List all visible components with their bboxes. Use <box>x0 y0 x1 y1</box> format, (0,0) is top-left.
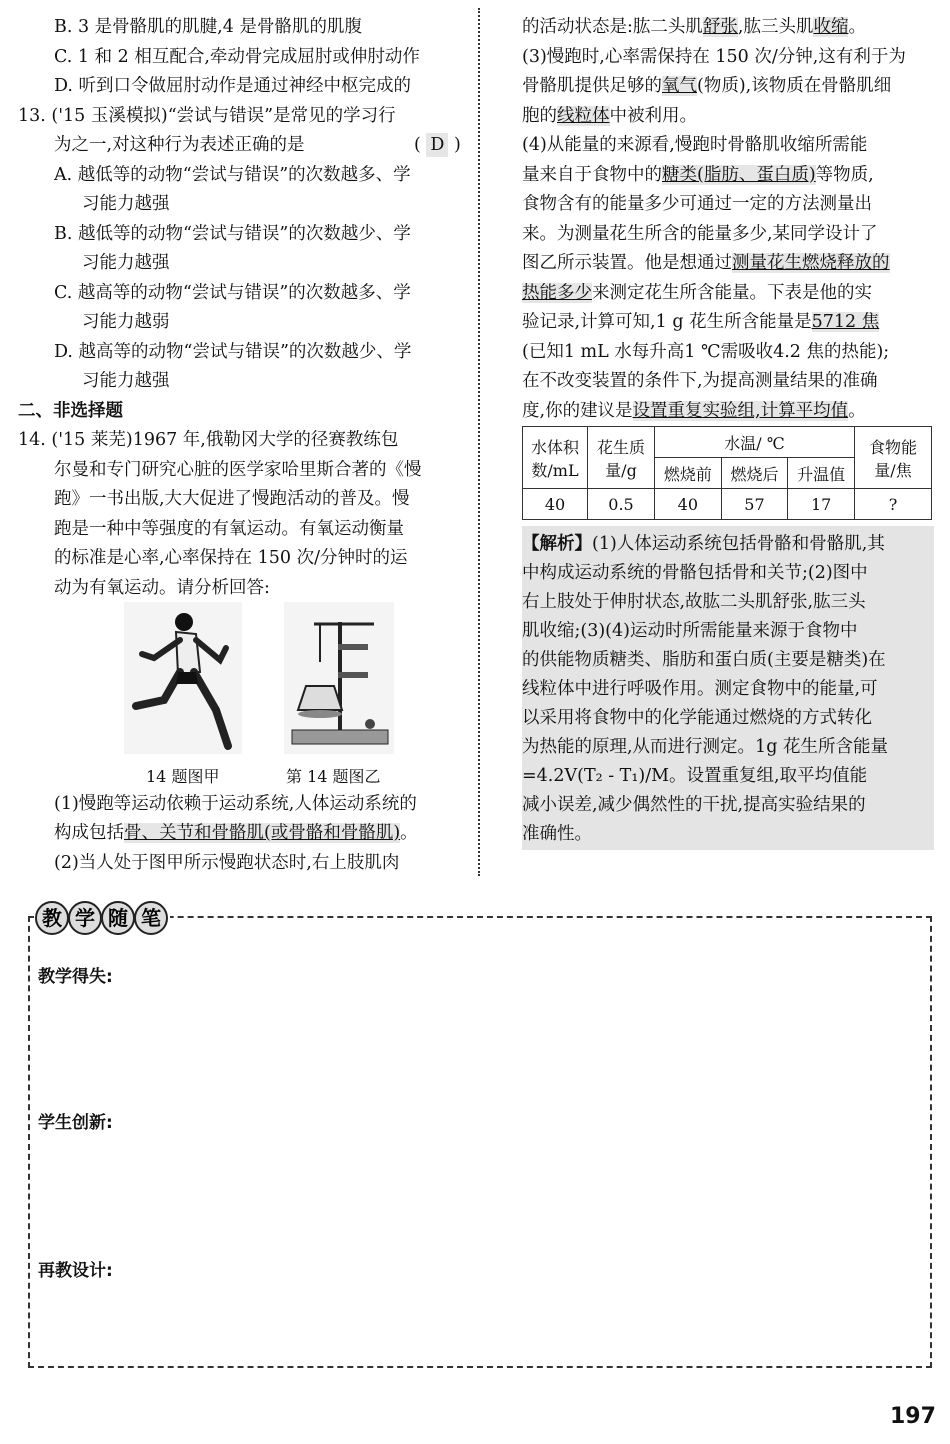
q14-stem-line4: 跑是一种中等强度的有氧运动。有氧运动衡量 <box>54 519 404 539</box>
runner-figure <box>124 602 242 754</box>
q14-stem-line3: 跑》一书出版,大大促进了慢跑活动的普及。慢 <box>54 489 410 509</box>
title-char-2: 学 <box>75 906 95 930</box>
analysis-line3: 右上肢处于伸肘状态,故肱二头肌舒张,肱三头 <box>522 592 866 612</box>
note-label-redesign: 再教设计: <box>38 1261 113 1281</box>
oxygen-answer: 氧气 <box>662 76 697 96</box>
q13-answer: D <box>426 133 448 157</box>
q12-option-d: D. 听到口令做屈肘动作是通过神经中枢完成的 <box>54 76 412 96</box>
analysis-label: 【解析】 <box>522 534 592 554</box>
q13-stem-line1: 13. ('15 玉溪模拟)“尝试与错误”是常见的学习行 <box>18 106 396 126</box>
teaching-notes-box <box>28 916 932 1368</box>
section-heading: 二、非选择题 <box>18 401 123 421</box>
analysis-line4: 肌收缩;(3)(4)运动时所需能量来源于食物中 <box>522 621 858 641</box>
analysis-line9: =4.2V(T₂ - T₁)/M。设置重复组,取平均值能 <box>522 766 868 786</box>
mitochondria-answer: 线粒体 <box>557 106 610 126</box>
header-after-burn: 燃烧后 <box>721 458 788 489</box>
q13-option-c-line2: 习能力越弱 <box>82 312 170 332</box>
q12-option-c: C. 1 和 2 相互配合,牵动骨完成屈肘或伸肘动作 <box>54 47 420 67</box>
analysis-box <box>522 526 934 850</box>
header-before-burn: 燃烧前 <box>655 458 722 489</box>
experiment-table <box>522 426 932 520</box>
header-temp-rise: 升温值 <box>788 458 855 489</box>
q14-part4-line8: (已知1 mL 水每升高1 ℃需吸收4.2 焦的热能); <box>522 342 890 362</box>
method-answer-a: 测量花生燃烧释放的 <box>732 253 890 273</box>
q14-part4-line5: 图乙所示装置。他是想通过测量花生燃烧释放的 <box>522 253 890 273</box>
q14-part4-line2: 量来自于食物中的糖类(脂肪、蛋白质)等物质, <box>522 165 874 185</box>
q14-part4-line6: 热能多少来测定花生所含能量。下表是他的实 <box>522 283 872 303</box>
title-char-1: 教 <box>42 906 62 930</box>
teaching-notes-title <box>34 898 170 938</box>
q14-part4-line3: 食物含有的能量多少可通过一定的方法测量出 <box>522 194 872 214</box>
analysis-line10: 减小误差,减少偶然性的干扰,提高实验结果的 <box>522 795 866 815</box>
q13-option-b-line1: B. 越低等的动物“尝试与错误”的次数越少、学 <box>54 224 411 244</box>
header-food-energy: 食物能 量/焦 <box>855 427 932 489</box>
suggestion-answer: 设置重复实验组,计算平均值 <box>632 401 849 421</box>
energy-answer: 5712 焦 <box>811 312 880 332</box>
q14-stem-line5: 的标准是心率,心率保持在 150 次/分钟时的运 <box>54 548 408 568</box>
q13-option-b-line2: 习能力越强 <box>82 253 170 273</box>
q12-option-b: B. 3 是骨骼肌的肌腱,4 是骨骼肌的肌腹 <box>54 17 362 37</box>
header-peanut-mass: 花生质 量/g <box>588 427 655 489</box>
table-cell: 40 <box>523 489 588 520</box>
q14-stem-line2: 尔曼和专门研究心脏的医学家哈里斯合著的《慢 <box>54 460 422 480</box>
q14-part3-line3: 胞的线粒体中被利用。 <box>522 106 697 126</box>
q14-stem-line6: 动为有氧运动。请分析回答: <box>54 578 270 598</box>
apparatus-figure <box>284 602 394 754</box>
figure-b-caption: 第 14 题图乙 <box>286 767 381 786</box>
analysis-line11: 准确性。 <box>522 824 592 844</box>
header-water-volume: 水体积 数/mL <box>523 427 588 489</box>
biceps-answer: 舒张 <box>702 17 738 37</box>
analysis-line8: 为热能的原理,从而进行测定。1g 花生所含能量 <box>522 737 888 757</box>
method-answer-b: 热能多少 <box>522 283 592 303</box>
q14-stem-line1: 14. ('15 莱芜)1967 年,俄勒冈大学的径赛教练包 <box>18 430 399 450</box>
title-char-3: 随 <box>108 906 128 930</box>
q14-part4-line10: 度,你的建议是设置重复实验组,计算平均值。 <box>522 401 866 421</box>
q14-part4-line9: 在不改变装置的条件下,为提高测量结果的准确 <box>522 371 878 391</box>
q14-part4-line4: 来。为测量花生所含的能量多少,某同学设计了 <box>522 224 878 244</box>
q13-stem-line2: 为之一,对这种行为表述正确的是 <box>54 135 305 155</box>
nutrients-answer: 糖类(脂肪、蛋白质) <box>662 165 816 185</box>
note-label-gains: 教学得失: <box>38 967 113 987</box>
q13-option-d-line2: 习能力越强 <box>82 371 170 391</box>
q13-option-a-line2: 习能力越强 <box>82 194 170 214</box>
q13-answer-bracket: ( D ) <box>414 135 461 155</box>
q14-part3-line2: 骨骼肌提供足够的氧气(物质),该物质在骨骼肌细 <box>522 76 892 96</box>
triceps-answer: 收缩 <box>813 17 849 37</box>
q14-part1-line2: 构成包括骨、关节和骨骼肌(或骨骼和骨骼肌)。 <box>54 823 418 843</box>
analysis-line2: 中构成运动系统的骨骼包括骨和关节;(2)图中 <box>522 563 868 583</box>
q14-part3-line1: (3)慢跑时,心率需保持在 150 次/分钟,这有利于为 <box>522 47 906 67</box>
column-divider <box>478 8 480 876</box>
analysis-line7: 以采用将食物中的化学能通过燃烧的方式转化 <box>522 708 872 728</box>
q14-part4-line7: 验记录,计算可知,1 g 花生所含能量是5712 焦 <box>522 312 880 332</box>
q14-part1-answer: 骨、关节和骨骼肌(或骨骼和骨骼肌) <box>124 823 401 843</box>
q13-option-c-line1: C. 越高等的动物“尝试与错误”的次数越多、学 <box>54 283 411 303</box>
figure-a-caption: 14 题图甲 <box>146 767 220 786</box>
table-cell: 17 <box>788 489 855 520</box>
analysis-line1: 【解析】(1)人体运动系统包括骨骼和骨骼肌,其 <box>522 534 885 554</box>
table-cell: 0.5 <box>588 489 655 520</box>
q13-option-d-line1: D. 越高等的动物“尝试与错误”的次数越少、学 <box>54 342 412 362</box>
page-number: 197 <box>890 1404 936 1429</box>
q14-part1-line1: (1)慢跑等运动依赖于运动系统,人体运动系统的 <box>54 794 417 814</box>
table-cell: ? <box>855 489 932 520</box>
q14-part2-line2: 的活动状态是:肱二头肌舒张,肱三头肌收缩。 <box>522 17 866 37</box>
q14-part2-line1: (2)当人处于图甲所示慢跑状态时,右上肢肌肉 <box>54 853 400 873</box>
table-cell: 40 <box>655 489 722 520</box>
q13-option-a-line1: A. 越低等的动物“尝试与错误”的次数越多、学 <box>54 165 411 185</box>
analysis-line5: 的供能物质糖类、脂肪和蛋白质(主要是糖类)在 <box>522 650 886 670</box>
note-label-innovation: 学生创新: <box>38 1113 113 1133</box>
table-cell: 57 <box>721 489 788 520</box>
q14-part4-line1: (4)从能量的来源看,慢跑时骨骼肌收缩所需能 <box>522 135 868 155</box>
title-char-4: 笔 <box>141 906 161 930</box>
analysis-line6: 线粒体中进行呼吸作用。测定食物中的能量,可 <box>522 679 878 699</box>
header-water-temp: 水温/ ℃ <box>655 427 855 458</box>
